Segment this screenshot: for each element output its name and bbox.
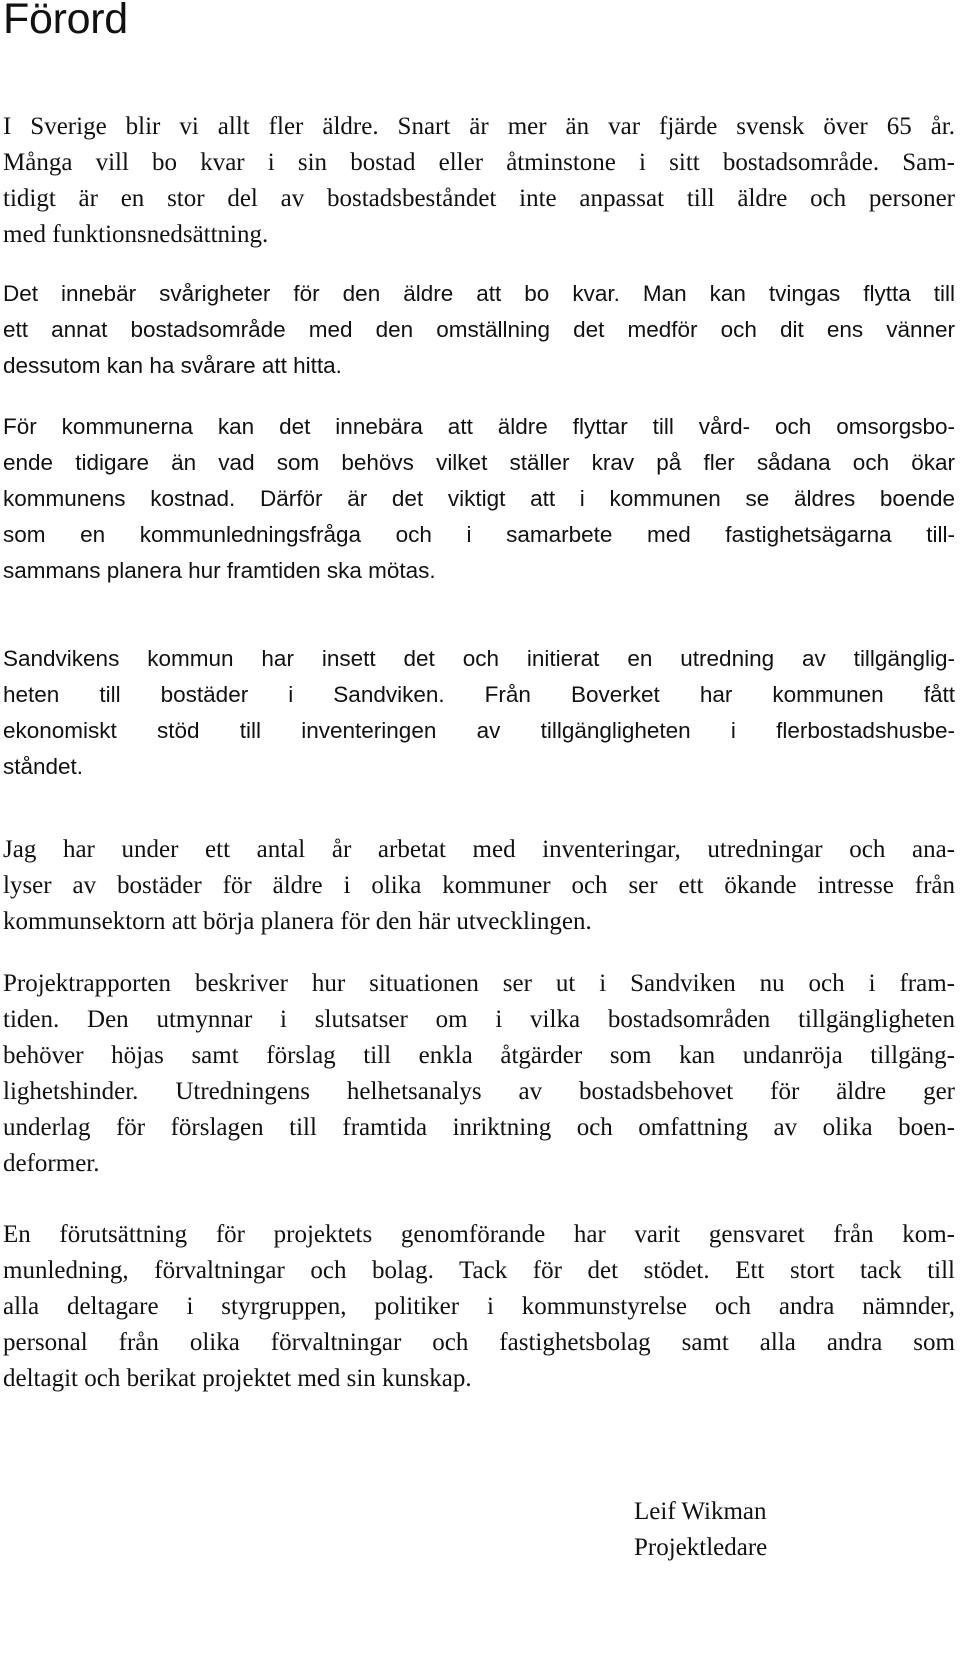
text-line: deformer. bbox=[3, 1150, 100, 1177]
text-line: kommunens kostnad. Därför är det viktigt att i kommunen se äldres boende bbox=[3, 486, 955, 511]
text-line: ett annat bostadsområde med den omställning det medför och dit ens vänner bbox=[3, 317, 955, 342]
text-line: kommunsektorn att börja planera för den här utvecklingen. bbox=[3, 908, 592, 935]
text-line: ståndet. bbox=[3, 754, 84, 779]
text-line: dessutom kan ha svårare att hitta. bbox=[3, 353, 342, 378]
signature-name: Leif Wikman bbox=[634, 1498, 767, 1525]
text-line: lighetshinder. Utredningens helhetsanalys av bostadsbehovet för äldre ger bbox=[3, 1078, 955, 1105]
text-line: deltagit och berikat projektet med sin kunskap. bbox=[3, 1365, 472, 1392]
text-line: heten till bostäder i Sandviken. Från Boverket har kommunen fått bbox=[3, 682, 955, 707]
text-line: I Sverige blir vi allt fler äldre. Snart är mer än var fjärde svensk över 65 år. bbox=[3, 113, 955, 140]
text-line: tidigt är en stor del av bostadsbeståndet inte anpassat till äldre och personer bbox=[3, 185, 955, 212]
text-line: munledning, förvaltningar och bolag. Tack för det stödet. Ett stort tack till bbox=[3, 1257, 955, 1284]
text-line: Projektrapporten beskriver hur situationen ser ut i Sandviken nu och i fram- bbox=[3, 970, 955, 997]
text-line: underlag för förslagen till framtida inriktning och omfattning av olika boen- bbox=[3, 1114, 955, 1141]
page-title: Förord bbox=[3, 0, 128, 43]
text-line: lyser av bostäder för äldre i olika kommuner och ser ett ökande intresse från bbox=[3, 872, 955, 899]
text-line: tiden. Den utmynnar i slutsatser om i vilka bostadsområden tillgängligheten bbox=[3, 1006, 955, 1033]
text-line: med funktionsnedsättning. bbox=[3, 221, 269, 248]
text-line: sammans planera hur framtiden ska mötas. bbox=[3, 558, 436, 583]
signature-role: Projektledare bbox=[634, 1534, 768, 1561]
text-line: som en kommunledningsfråga och i samarbete med fastighetsägarna till- bbox=[3, 522, 955, 547]
text-line: personal från olika förvaltningar och fastighetsbolag samt alla andra som bbox=[3, 1329, 955, 1356]
text-line: alla deltagare i styrgruppen, politiker i kommunstyrelse och andra nämnder, bbox=[3, 1293, 955, 1320]
text-line: Sandvikens kommun har insett det och initierat en utredning av tillgänglig- bbox=[3, 646, 955, 671]
text-line: ekonomiskt stöd till inventeringen av tillgängligheten i flerbostadshusbe- bbox=[3, 718, 955, 743]
text-line: Det innebär svårigheter för den äldre att bo kvar. Man kan tvingas flytta till bbox=[3, 281, 955, 306]
text-line: behöver höjas samt förslag till enkla åtgärder som kan undanröja tillgäng- bbox=[3, 1042, 955, 1069]
text-line: För kommunerna kan det innebära att äldre flyttar till vård- och omsorgsbo- bbox=[3, 414, 955, 439]
text-line: En förutsättning för projektets genomförande har varit gensvaret från kom- bbox=[3, 1221, 955, 1248]
text-line: ende tidigare än vad som behövs vilket ställer krav på fler sådana och ökar bbox=[3, 450, 955, 475]
text-line: Många vill bo kvar i sin bostad eller åtminstone i sitt bostadsområde. Sam- bbox=[3, 149, 955, 176]
text-line: Jag har under ett antal år arbetat med inventeringar, utredningar och ana- bbox=[3, 836, 955, 863]
